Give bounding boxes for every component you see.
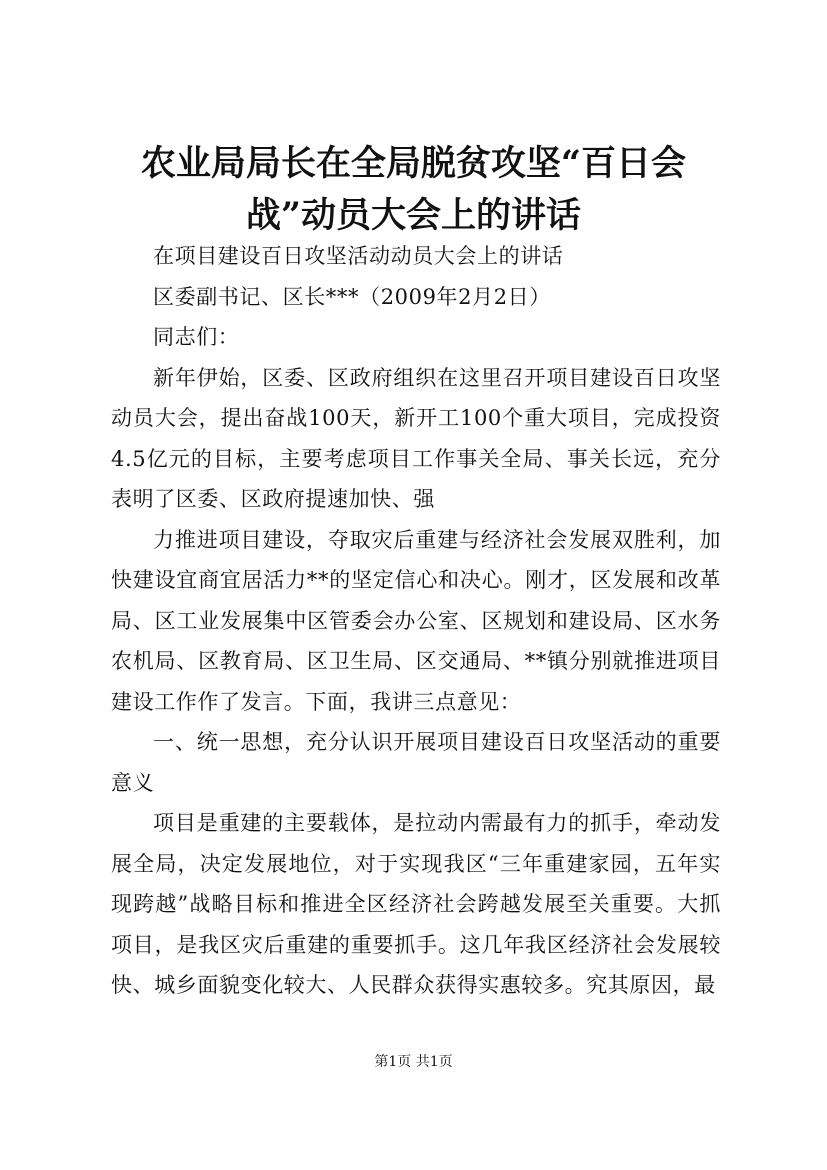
document-title: 农业局局长在全局脱贫攻坚“百日会战”动员大会上的讲话	[140, 143, 687, 236]
page-footer: 第1页 共1页	[374, 1054, 453, 1070]
speaker-line: 区委副书记、区长***（2009年2月2日）	[153, 284, 551, 309]
section-heading: 一、统一思想，充分认识开展项目建设百日攻坚活动的重要意义	[111, 730, 721, 795]
body-paragraph: 力推进项目建设，夺取灾后重建与经济社会发展双胜利，加快建设宜商宜居活力**的坚定信心和决心。刚才，区发展和改革局、区工业发展集中区管委会办公室、区规划和建设局、区水务农机局、区教育局、区卫生局、区交通局、**镇分别就推进项目建设工作作了发言。下面，我讲三点意见：	[111, 527, 721, 714]
body-paragraph: 项目是重建的主要载体，是拉动内需最有力的抓手，牵动发展全局，决定发展地位，对于实现我区“三年重建家园，五年实现跨越”战略目标和推进全区经济社会跨越发展至关重要。大抓项目，是我区灾后重建的重要抓手。这几年我区经济社会发展较快、城乡面貌变化较大、人民群众获得实惠较多。究其原因，最	[111, 811, 721, 997]
document-body	[111, 236, 721, 1006]
speech-subtitle: 在项目建设百日攻坚活动动员大会上的讲话	[153, 244, 564, 268]
salutation: 同志们：	[153, 325, 240, 349]
body-paragraph: 新年伊始，区委、区政府组织在这里召开项目建设百日攻坚动员大会，提出奋战100天，新开工100个重大项目，完成投资4.5亿元的目标，主要考虑项目工作事关全局、事关长远，充分表明了区委、区政府提速加快、强	[111, 365, 721, 511]
